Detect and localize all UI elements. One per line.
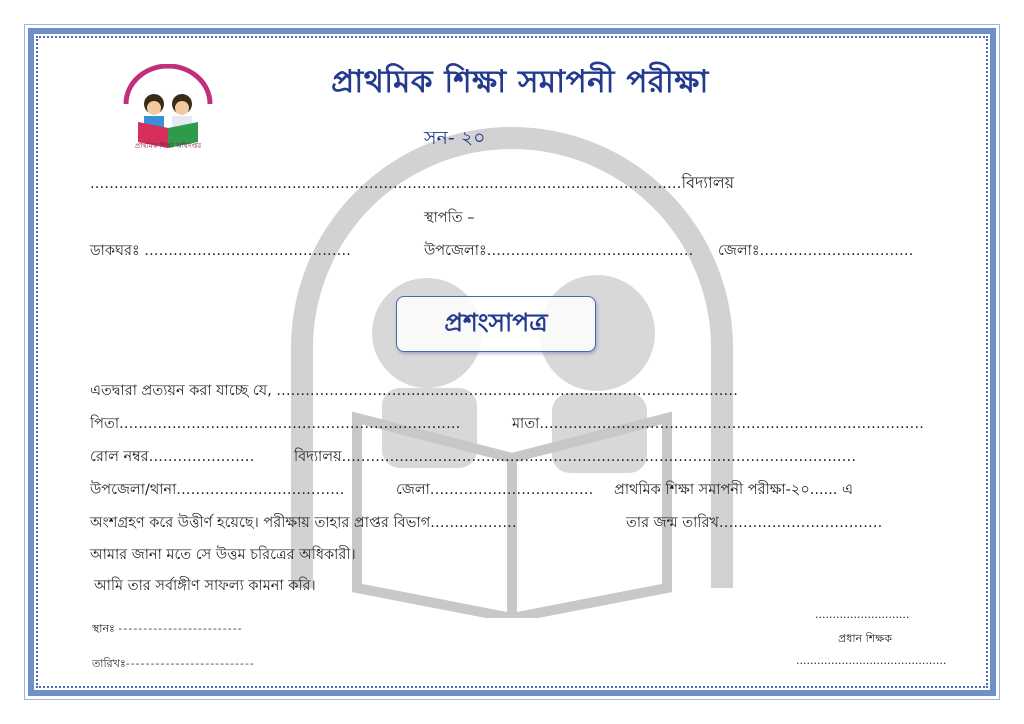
body-upazila-dots: ................................... [176, 482, 345, 498]
roll-label: রোল নম্বর [90, 449, 149, 465]
school-name-dots: ........................................................................................................................... [90, 176, 682, 192]
exam-title: প্রাথমিক শিক্ষা সমাপনী পরীক্ষা [331, 64, 709, 100]
date-field [92, 655, 255, 674]
dob-label: তার জন্ম তারিখ [626, 515, 719, 531]
district-label: জেলাঃ [718, 243, 760, 259]
exam-year-field: প্রাথমিক শিক্ষা সমাপনী পরীক্ষা-২০...... এ [614, 482, 854, 498]
signature-dots: ........................... [815, 608, 910, 621]
established-label: স্থাপতি – [424, 210, 475, 226]
district-dots: ................................ [759, 243, 914, 259]
body-line-1 [90, 380, 738, 404]
student-name-dots: ................................................................................................ [276, 383, 739, 399]
place-field [92, 620, 243, 639]
upazila-dots: ........................................... [486, 243, 694, 259]
character-text: আমার জানা মতে সে উত্তম চরিত্রের অধিকারী। [90, 547, 356, 563]
passed-line [90, 512, 517, 536]
passed-text: অংশগ্রহণ করে উত্তীর্ণ হয়েছে। পরীক্ষায় তাহার প্রাপ্তর বিভাগ [90, 515, 431, 531]
roll-dots: ...................... [148, 449, 255, 465]
place-dashes: ------------------------- [118, 622, 243, 635]
body-district-label: জেলা [396, 482, 430, 498]
division-dots: .................. [430, 515, 517, 531]
certify-text: এতদ্বারা প্রত্যয়ন করা যাচ্ছে যে, [90, 383, 272, 399]
dob-field [626, 512, 882, 536]
exam-year: সন- ২০ [424, 127, 486, 149]
signature-dots-bottom: ........................................... [796, 654, 947, 667]
district-field [718, 240, 914, 264]
body-district-dots: .................................. [429, 482, 594, 498]
school-label: বিদ্যালয় [681, 173, 735, 192]
father-dots: ....................................................................... [119, 416, 461, 432]
certificate-title: প্রশংসাপত্র [444, 307, 548, 337]
father-label: পিতা [90, 416, 120, 432]
post-office-field [90, 240, 351, 264]
body-school-field [294, 446, 856, 470]
mother-label: মাতা [512, 416, 540, 432]
body-upazila-field [90, 479, 345, 503]
body-district-field [396, 479, 593, 503]
upazila-label: উপজেলাঃ [424, 243, 487, 259]
headmaster-label: প্রধান শিক্ষক [838, 632, 892, 645]
mother-field [512, 413, 924, 437]
logo-caption: প্রাথমিক শিক্ষা অধিদপ্তর [134, 142, 202, 150]
mother-dots: ................................................................................ [539, 416, 925, 432]
certificate-title-box [396, 296, 596, 352]
place-label: স্থানঃ [92, 622, 115, 635]
date-label: তারিখঃ [92, 657, 126, 670]
roll-field [90, 446, 254, 470]
post-office-dots: ........................................... [144, 243, 352, 259]
wish-text: আমি তার সর্বাঙ্গীণ সাফল্য কামনা করি। [94, 578, 316, 594]
father-field [90, 413, 461, 437]
upazila-field [424, 240, 693, 264]
body-school-dots: ........................................................................................................... [341, 449, 857, 465]
body-school-label: বিদ্যালয় [294, 449, 342, 465]
post-office-label: ডাকঘরঃ [90, 243, 140, 259]
dob-dots: .................................. [718, 515, 883, 531]
date-dashes: -------------------------- [125, 657, 255, 670]
school-name-line [90, 170, 734, 197]
body-upazila-label: উপজেলা/থানা [90, 482, 177, 498]
